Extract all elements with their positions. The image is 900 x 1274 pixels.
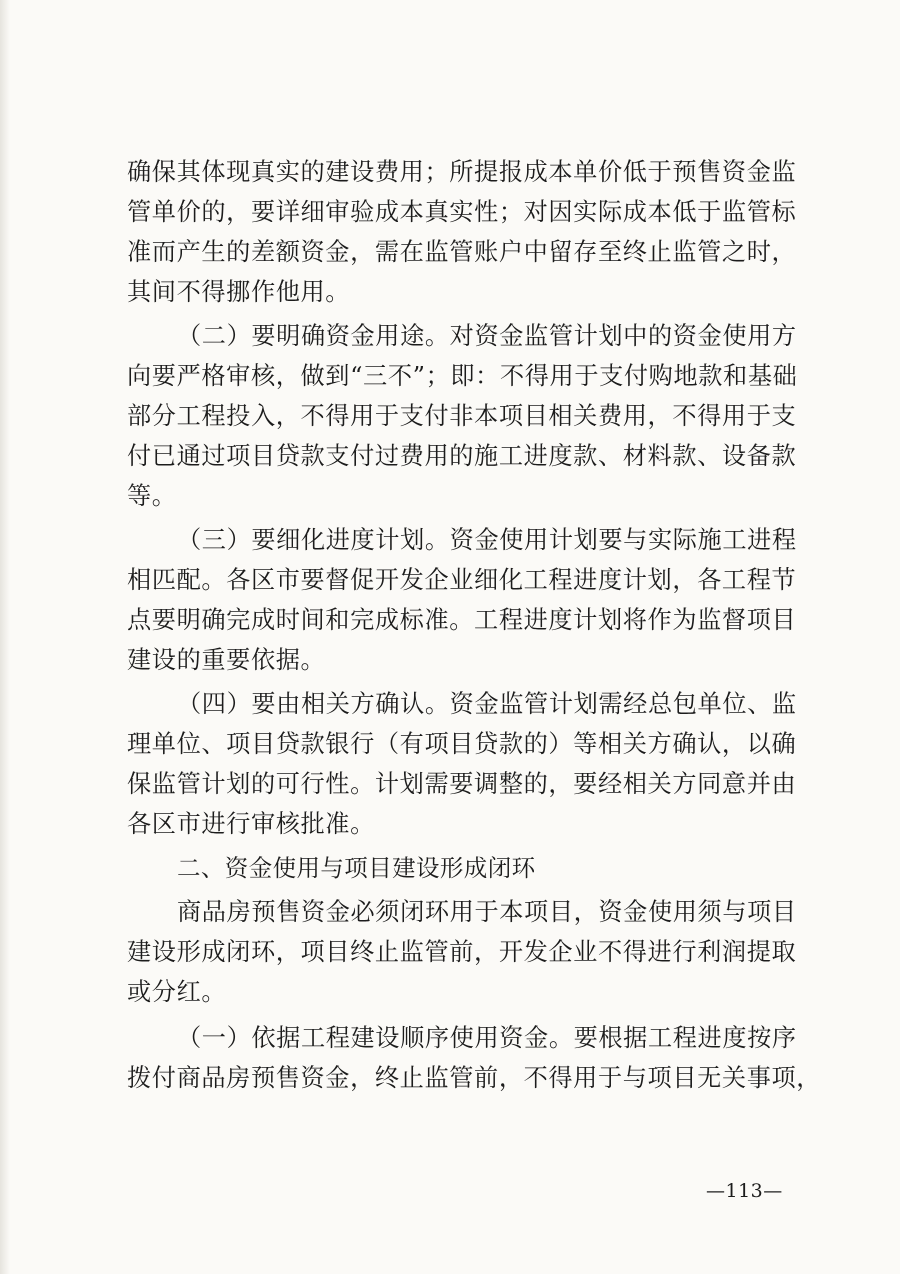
- text-line: 确保其体现真实的建设费用；所提报成本单价低于预售资金监: [127, 158, 797, 186]
- text-line: 管单价的，要详细审验成本真实性；对因实际成本低于监管标: [127, 198, 797, 226]
- text-line: 点要明确完成时间和完成标准。工程进度计划将作为监督项目: [127, 606, 797, 634]
- text-line: （一）依据工程建设顺序使用资金。要根据工程进度按序: [177, 1024, 797, 1052]
- text-line: 相匹配。各区市要督促开发企业细化工程进度计划，各工程节: [127, 566, 797, 594]
- text-line: 理单位、项目贷款银行（有项目贷款的）等相关方确认，以确: [127, 730, 797, 758]
- text-line: （三）要细化进度计划。资金使用计划要与实际施工进程: [177, 526, 797, 554]
- text-line: 建设的重要依据。: [127, 646, 326, 674]
- text-line: 商品房预售资金必须闭环用于本项目，资金使用须与项目: [177, 898, 797, 926]
- section-heading: 二、资金使用与项目建设形成闭环: [177, 854, 536, 882]
- text-line: 建设形成闭环，项目终止监管前，开发企业不得进行利润提取: [127, 938, 797, 966]
- text-line: 付已通过项目贷款支付过费用的施工进度款、材料款、设备款: [127, 442, 797, 470]
- paragraph: [127, 892, 795, 1012]
- text-line: 准而产生的差额资金，需在监管账户中留存至终止监管之时，: [127, 238, 797, 266]
- page-edge-shadow: [0, 0, 10, 1274]
- paragraph: [127, 520, 795, 680]
- paragraph: [127, 684, 795, 844]
- text-line: 等。: [127, 482, 177, 510]
- text-line: 或分红。: [127, 978, 227, 1006]
- text-line: 拨付商品房预售资金，终止监管前，不得用于与项目无关事项，: [127, 1064, 822, 1092]
- paragraph: [127, 316, 798, 516]
- document-body: [127, 152, 822, 1098]
- paragraph: [127, 152, 795, 312]
- text-line: （二）要明确资金用途。对资金监管计划中的资金使用方: [177, 322, 797, 350]
- text-line: 保监管计划的可行性。计划需要调整的，要经相关方同意并由: [127, 770, 797, 798]
- text-line: 各区市进行审核批准。: [127, 810, 375, 838]
- text-line: 其间不得挪作他用。: [127, 278, 351, 306]
- text-line: 部分工程投入，不得用于支付非本项目相关费用，不得用于支: [127, 402, 797, 430]
- page-number: —113—: [706, 1180, 783, 1202]
- text-line: 向要严格审核，做到“三不”；即：不得用于支付购地款和基础: [127, 362, 798, 390]
- text-line: （四）要由相关方确认。资金监管计划需经总包单位、监: [177, 690, 797, 718]
- paragraph: [127, 1018, 822, 1098]
